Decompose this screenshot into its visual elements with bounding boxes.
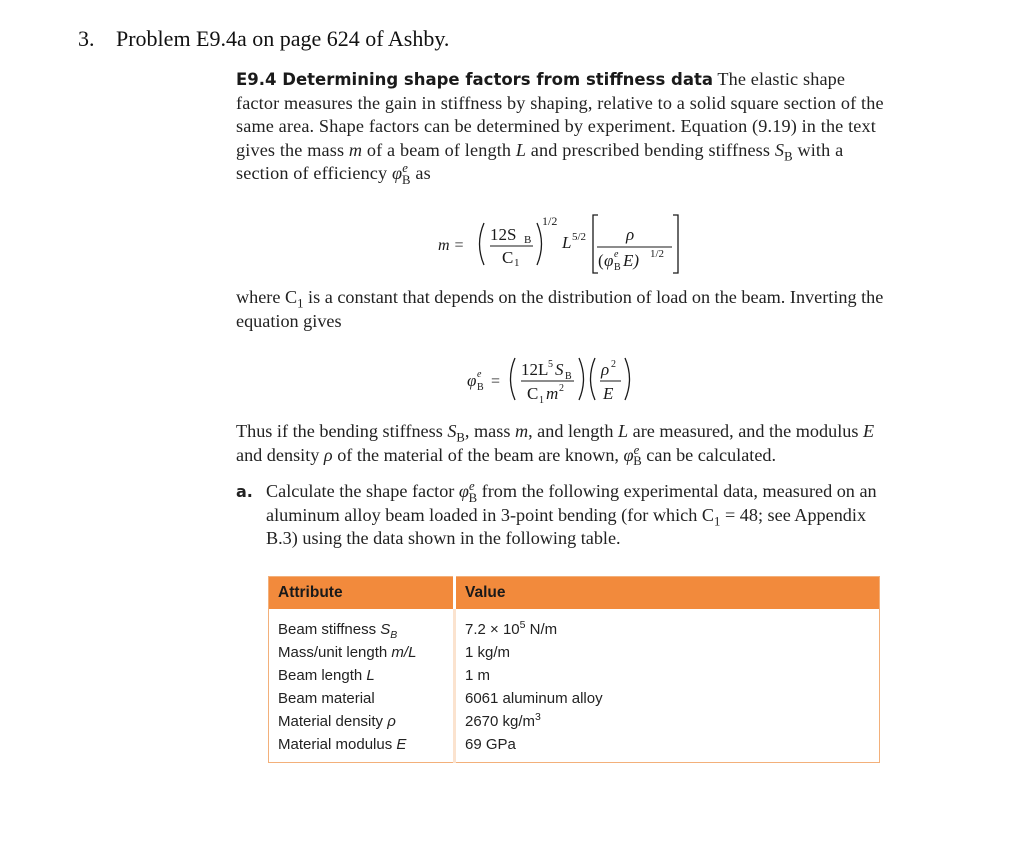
- svg-text:ρ: ρ: [626, 225, 635, 244]
- eq1-numer: 12S: [490, 225, 517, 244]
- svg-text:S: S: [555, 360, 564, 379]
- where-paragraph: where $C_1$ is a constant that depends on the distribution of load on the beam. Inverting the equation gives: [236, 287, 884, 331]
- svg-text:e: e: [477, 369, 482, 380]
- thus-paragraph: Thus if the bending stiffness $S_B$, mass m, and length L are measured, and the modulus E and density ρ of the material of the beam are known, $\varphi^e_B$ can be calculated.: [236, 421, 875, 469]
- part-a-label: a.: [236, 482, 253, 501]
- svg-text:1: 1: [539, 395, 544, 406]
- svg-text:=: =: [491, 373, 501, 390]
- header-value: Value: [455, 577, 880, 610]
- svg-text:2: 2: [559, 383, 564, 394]
- eq2-numer: 12L: [521, 360, 549, 379]
- svg-text:φ: φ: [467, 371, 477, 390]
- eq1-denom: C: [502, 248, 514, 267]
- intro-paragraph: E9.4 Determining shape factors from stiffness data The elastic shape factor measures the gain in stiffness by shaping, relative to a solid square section of the same area. Shape factors can be determined by experiment. Equation (9.19) in the text gives the mass m of a beam of length L and prescribed bending stiffness $S_B$ with a section of efficiency $\varphi^e_B$ as: [236, 69, 884, 187]
- experimental-data-table: [268, 576, 880, 763]
- svg-text:1/2: 1/2: [650, 248, 665, 260]
- problem-number: 3.: [78, 26, 95, 51]
- svg-text:(: (: [598, 251, 604, 270]
- eq1-lhs: m =: [438, 237, 465, 254]
- svg-text:L: L: [562, 233, 572, 252]
- eq2-denom: C: [527, 384, 539, 403]
- table-row: Beam material 6061 aluminum alloy: [269, 687, 880, 710]
- table-row: Beam stiffness $S_B$ $7.2 \times 10^5$ N/m: [269, 609, 880, 641]
- svg-text:B: B: [565, 371, 572, 382]
- section-title: E9.4 Determining shape factors from stiffness data: [236, 70, 713, 89]
- svg-text:m: m: [546, 384, 559, 403]
- table-row: Mass/unit length m/L 1 kg/m: [269, 641, 880, 664]
- svg-text:B: B: [614, 262, 621, 273]
- equation-shape-factor: [455, 348, 675, 410]
- svg-text:1/2: 1/2: [542, 214, 558, 228]
- svg-text:1: 1: [514, 257, 520, 269]
- table-header-row: [269, 577, 880, 610]
- svg-text:E): E): [623, 251, 640, 270]
- part-a: [236, 480, 886, 551]
- problem-heading: [78, 26, 449, 52]
- part-a-text: Calculate the shape factor $\varphi^e_B$ from the following experimental data, measured on an aluminum alloy beam loaded in 3-point bending (for which $C_1 = 48$; see Appendix B.3) using the data shown in the following table.: [266, 478, 877, 548]
- table-row: Material density ρ 2670 $kg/m^3$: [269, 710, 880, 733]
- header-attribute: Attribute: [269, 577, 455, 610]
- svg-text:5/2: 5/2: [572, 231, 587, 243]
- svg-text:φ: φ: [604, 251, 614, 270]
- svg-text:5: 5: [548, 359, 553, 370]
- svg-text:E: E: [603, 384, 614, 403]
- svg-text:ρ: ρ: [601, 360, 610, 379]
- svg-text:2: 2: [611, 359, 616, 370]
- svg-text:e: e: [614, 249, 619, 260]
- table-row: Beam length L 1 m: [269, 664, 880, 687]
- svg-text:B: B: [524, 234, 532, 246]
- problem-title: Problem E9.4a on page 624 of Ashby.: [116, 26, 450, 51]
- svg-text:B: B: [477, 382, 484, 393]
- equation-mass: [430, 205, 690, 285]
- table-row: Material modulus E 69 GPa: [269, 733, 880, 763]
